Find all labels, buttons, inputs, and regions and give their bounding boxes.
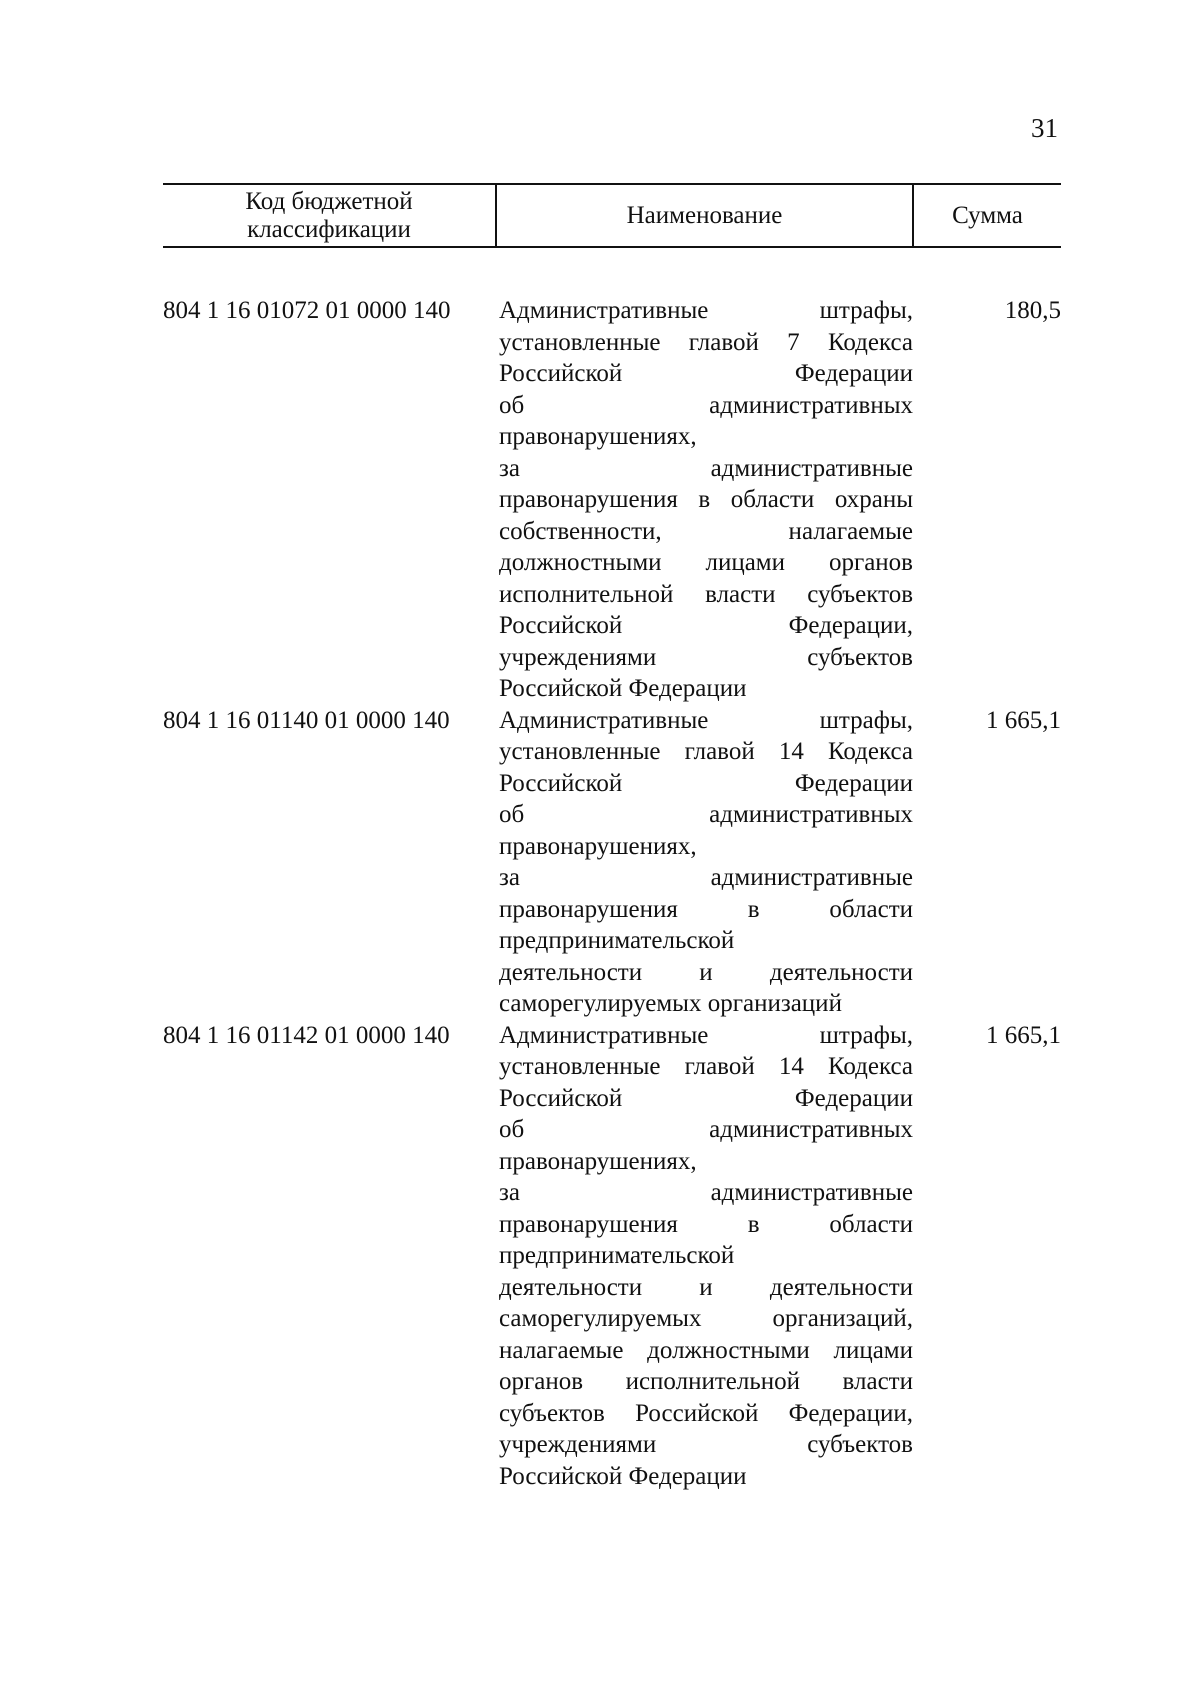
name-line: исполнительной власти субъектов [499,580,913,608]
name-line: деятельности и деятельности [499,1273,913,1301]
name-line: правонарушениях, [499,1147,697,1175]
name-line: предпринимательской [499,927,735,954]
name-line: об административных [499,1116,913,1143]
row-name [499,1020,913,1493]
name-line: Российской Федерации [499,675,747,702]
row-name [499,705,913,1020]
name-line: за административные [499,1179,913,1206]
name-line: Российской Федерации [499,1084,913,1112]
table-row [163,705,1061,1020]
name-line: правонарушения в области охраны [499,486,913,513]
name-line: учреждениями субъектов [499,1431,913,1458]
name-line: правонарушениях, [499,832,697,860]
name-line: Административные штрафы, [499,706,913,734]
page-number: 31 [1031,113,1058,143]
name-line: должностными лицами органов [499,549,913,576]
name-line: установленные главой 7 Кодекса [499,328,913,356]
name-line: органов исполнительной власти [499,1368,913,1395]
header-code-label-line1: Код бюджетной [245,187,413,215]
table-row [163,295,1061,705]
row-sum: 1 665,1 [986,706,1061,734]
row-sum: 180,5 [1004,297,1061,324]
name-line: Российской Федерации [499,1462,747,1490]
name-line: правонарушениях, [499,423,697,450]
name-line: деятельности и деятельности [499,958,913,986]
header-sum-column [914,185,1061,246]
row-sum: 1 665,1 [986,1021,1061,1049]
name-line: саморегулируемых организаций [499,990,842,1017]
name-line: саморегулируемых организаций, [499,1305,913,1332]
header-sum-label: Сумма [952,201,1023,229]
header-name-label: Наименование [626,201,783,229]
row-code: 804 1 16 01140 01 0000 140 [163,706,450,734]
name-line: учреждениями субъектов [499,643,913,671]
name-line: Административные штрафы, [499,297,913,324]
name-line: субъектов Российской Федерации, [499,1399,913,1427]
name-line: собственности, налагаемые [499,517,913,545]
header-code-column [163,185,495,246]
table-header [163,183,1061,248]
name-line: Российской Федерации, [499,612,913,639]
table-body [163,295,1061,1492]
name-line: правонарушения в области [499,895,913,923]
name-line: Российской Федерации [499,769,913,797]
name-line: Российской Федерации [499,360,913,387]
name-line: установленные главой 14 Кодекса [499,1053,913,1080]
header-code-label-line2: классификации [247,215,411,243]
name-line: за административные [499,864,913,891]
table-row [163,1020,1061,1493]
name-line: правонарушения в области [499,1210,913,1238]
row-code: 804 1 16 01142 01 0000 140 [163,1021,450,1049]
name-line: налагаемые должностными лицами [499,1336,913,1364]
name-line: об административных [499,801,913,828]
row-name [499,295,913,705]
row-code: 804 1 16 01072 01 0000 140 [163,297,451,324]
name-line: предпринимательской [499,1242,735,1269]
name-line: Административные штрафы, [499,1021,913,1049]
name-line: за административные [499,454,913,482]
name-line: установленные главой 14 Кодекса [499,738,913,765]
header-name-column [495,185,914,246]
name-line: об административных [499,391,913,419]
